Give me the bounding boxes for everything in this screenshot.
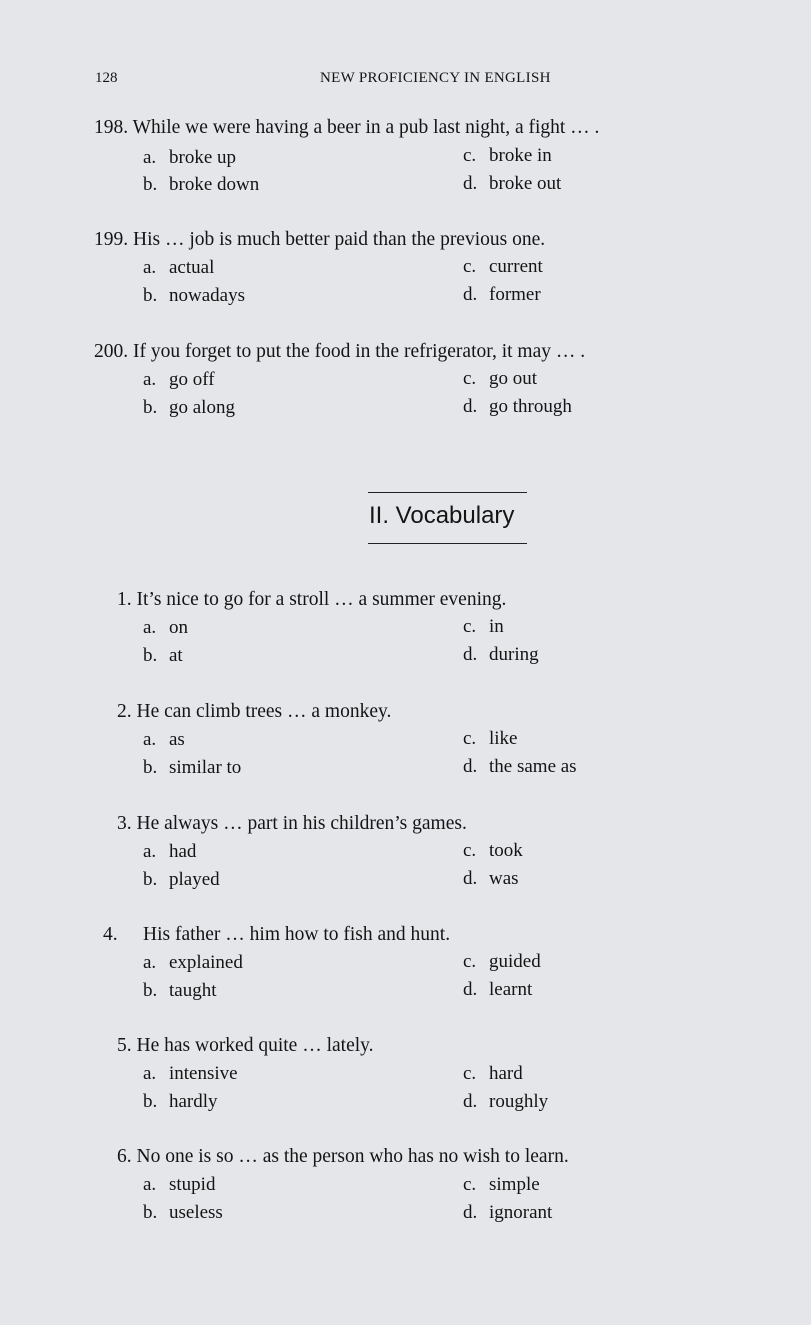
question-stem	[117, 589, 506, 611]
question-stem	[117, 1035, 374, 1057]
option-letter: c.	[463, 951, 477, 972]
option-text: like	[489, 728, 518, 749]
option-letter: b.	[143, 645, 158, 666]
question-text: His … job is much better paid than the previous one.	[133, 229, 546, 250]
question-stem	[94, 117, 599, 139]
page-header	[0, 70, 811, 94]
option-letter: a.	[143, 257, 157, 278]
option-text: broke down	[169, 174, 260, 195]
option-d	[463, 284, 541, 306]
option-letter: b.	[143, 1091, 158, 1112]
option-b	[143, 174, 259, 196]
option-letter: a.	[143, 1063, 157, 1084]
option-text: at	[169, 645, 183, 666]
option-text: former	[489, 284, 541, 305]
option-a	[143, 617, 188, 639]
question-number: 2.	[117, 701, 132, 722]
option-d	[463, 1091, 548, 1113]
question-stem	[117, 813, 467, 835]
option-a	[143, 1063, 238, 1085]
option-letter: a.	[143, 1174, 157, 1195]
option-letter: d.	[463, 1091, 478, 1112]
option-c	[463, 368, 537, 390]
question-text: He has worked quite … lately.	[136, 1035, 374, 1056]
option-letter: c.	[463, 1063, 477, 1084]
option-letter: a.	[143, 729, 157, 750]
option-b	[143, 1202, 223, 1224]
option-text: hard	[489, 1063, 523, 1084]
option-text: in	[489, 616, 504, 637]
question-stem	[117, 1146, 569, 1168]
question-text: No one is so … as the person who has no wish to learn.	[136, 1146, 569, 1167]
option-letter: a.	[143, 617, 157, 638]
option-letter: b.	[143, 869, 158, 890]
option-text: taught	[169, 980, 217, 1001]
option-text: stupid	[169, 1174, 216, 1195]
question-number: 199.	[94, 229, 129, 250]
option-a	[143, 369, 215, 391]
option-d	[463, 396, 572, 418]
option-letter: c.	[463, 145, 477, 166]
option-letter: d.	[463, 868, 478, 889]
option-b	[143, 757, 241, 779]
option-text: go off	[169, 369, 215, 390]
option-letter: d.	[463, 644, 478, 665]
option-letter: b.	[143, 397, 158, 418]
option-letter: c.	[463, 256, 477, 277]
book-title: NEW PROFICIENCY IN ENGLISH	[320, 70, 551, 86]
option-letter: c.	[463, 728, 477, 749]
page-number: 128	[95, 70, 118, 86]
option-text: go through	[489, 396, 572, 417]
option-text: intensive	[169, 1063, 238, 1084]
question-stem	[94, 341, 585, 363]
option-text: took	[489, 840, 523, 861]
question-stem	[103, 924, 450, 946]
option-letter: b.	[143, 174, 158, 195]
option-a	[143, 841, 196, 863]
option-d	[463, 1202, 552, 1224]
option-letter: a.	[143, 952, 157, 973]
question-stem	[94, 229, 545, 251]
option-letter: a.	[143, 147, 157, 168]
option-b	[143, 980, 217, 1002]
option-text: similar to	[169, 757, 242, 778]
option-letter: d.	[463, 284, 478, 305]
option-d	[463, 173, 561, 195]
option-text: simple	[489, 1174, 540, 1195]
option-letter: a.	[143, 369, 157, 390]
question-number: 1.	[117, 589, 132, 610]
option-a	[143, 952, 243, 974]
option-a	[143, 1174, 215, 1196]
option-b	[143, 1091, 218, 1113]
question-number: 198.	[94, 117, 129, 138]
option-a	[143, 147, 236, 169]
section-title: II. Vocabulary	[369, 502, 515, 529]
option-letter: d.	[463, 979, 478, 1000]
option-text: ignorant	[489, 1202, 553, 1223]
option-letter: d.	[463, 1202, 478, 1223]
option-letter: b.	[143, 980, 158, 1001]
option-c	[463, 1174, 540, 1196]
heading-rule-top	[368, 492, 527, 493]
option-text: roughly	[489, 1091, 549, 1112]
question-number: 200.	[94, 341, 129, 362]
option-c	[463, 145, 552, 167]
question-text: It’s nice to go for a stroll … a summer evening.	[136, 589, 507, 610]
option-text: go out	[489, 368, 538, 389]
option-letter: a.	[143, 841, 157, 862]
option-letter: b.	[143, 757, 158, 778]
option-d	[463, 868, 519, 890]
option-letter: c.	[463, 1174, 477, 1195]
option-d	[463, 756, 577, 778]
option-letter: c.	[463, 616, 477, 637]
option-c	[463, 951, 541, 973]
question-text: If you forget to put the food in the refrigerator, it may … .	[133, 341, 586, 362]
option-c	[463, 840, 523, 862]
option-c	[463, 256, 543, 278]
option-letter: c.	[463, 368, 477, 389]
option-text: played	[169, 869, 220, 890]
option-c	[463, 728, 518, 750]
option-c	[463, 1063, 523, 1085]
option-text: go along	[169, 397, 235, 418]
option-text: nowadays	[169, 285, 245, 306]
option-letter: d.	[463, 396, 478, 417]
option-letter: b.	[143, 1202, 158, 1223]
option-d	[463, 644, 539, 666]
question-number: 5.	[117, 1035, 132, 1056]
question-text: His father … him how to fish and hunt.	[143, 924, 451, 945]
option-letter: c.	[463, 840, 477, 861]
question-stem	[117, 701, 391, 723]
question-number: 6.	[117, 1146, 132, 1167]
option-text: during	[489, 644, 539, 665]
question-text: He always … part in his children’s games.	[136, 813, 467, 834]
option-text: had	[169, 841, 197, 862]
option-text: actual	[169, 257, 215, 278]
option-b	[143, 285, 245, 307]
option-text: useless	[169, 1202, 223, 1223]
option-text: current	[489, 256, 543, 277]
option-text: learnt	[489, 979, 533, 1000]
section-heading	[368, 492, 528, 546]
option-text: as	[169, 729, 185, 750]
option-a	[143, 729, 185, 751]
question-text: He can climb trees … a monkey.	[136, 701, 392, 722]
option-text: broke out	[489, 173, 562, 194]
option-b	[143, 645, 183, 667]
option-text: broke in	[489, 145, 552, 166]
question-number: 3.	[117, 813, 132, 834]
option-a	[143, 257, 214, 279]
option-text: explained	[169, 952, 243, 973]
option-b	[143, 397, 235, 419]
option-text: broke up	[169, 147, 237, 168]
option-text: hardly	[169, 1091, 218, 1112]
option-text: was	[489, 868, 519, 889]
option-letter: b.	[143, 285, 158, 306]
option-d	[463, 979, 532, 1001]
question-text: While we were having a beer in a pub last night, a fight … .	[132, 117, 600, 138]
option-c	[463, 616, 504, 638]
question-number: 4.	[103, 924, 118, 945]
option-letter: d.	[463, 756, 478, 777]
option-text: on	[169, 617, 188, 638]
option-b	[143, 869, 220, 891]
option-text: guided	[489, 951, 541, 972]
option-letter: d.	[463, 173, 478, 194]
option-text: the same as	[489, 756, 577, 777]
heading-rule-bottom	[368, 543, 527, 544]
